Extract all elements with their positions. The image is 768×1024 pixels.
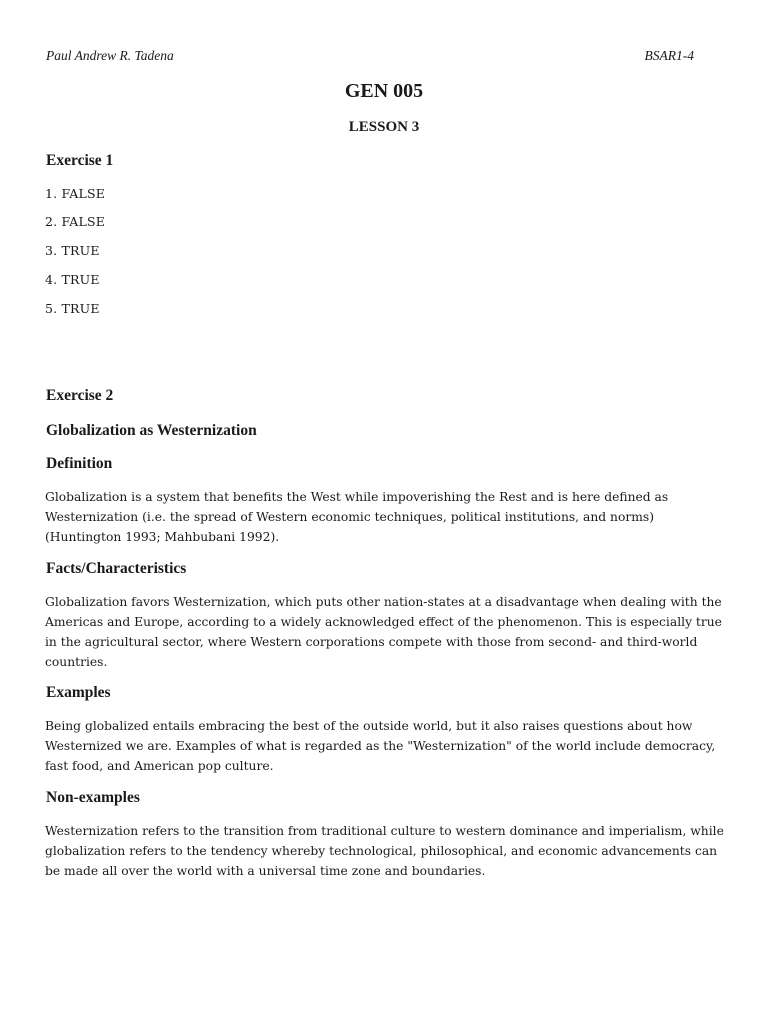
definition-paragraph: Globalization is a system that benefits the West while impoverishing the Rest and is here defined as Westernization (i.e. the spread of Western economic techniques, political institutions, and norms) (Huntington 1993; Mahbubani 1992). — [45, 490, 669, 544]
answer-item: 4. TRUE — [45, 272, 100, 287]
topic-heading: Globalization as Westernization — [46, 422, 257, 439]
nonexamples-heading: Non-examples — [46, 789, 140, 806]
exercise1-heading: Exercise 1 — [46, 152, 114, 169]
definition-heading: Definition — [46, 455, 113, 472]
exercise2-heading: Exercise 2 — [46, 387, 114, 404]
section-code: BSAR1-4 — [644, 48, 694, 63]
answer-item: 5. TRUE — [45, 301, 100, 316]
facts-paragraph: Globalization favors Westernization, which puts other nation-states at a disadvantage when dealing with the Americas and Europe, according to a widely acknowledged effect of the phenomenon. This is especially true in the agricultural sector, where Western corporations compete with those from second- and third-world countries. — [45, 595, 722, 669]
answer-item: 2. FALSE — [45, 214, 106, 229]
examples-paragraph: Being globalized entails embracing the best of the outside world, but it also raises questions about how Westernized we are. Examples of what is regarded as the "Westernization" of the world include democracy, fast food, and American pop culture. — [45, 719, 716, 773]
nonexamples-paragraph: Westernization refers to the transition from traditional culture to western dominance and imperialism, while globalization refers to the tendency whereby technological, philosophical, and economic advancements can be made all over the world with a universal time zone and boundaries. — [45, 824, 724, 878]
facts-heading: Facts/Characteristics — [46, 560, 187, 577]
document-title: GEN 005 — [344, 80, 424, 102]
author-name: Paul Andrew R. Tadena — [46, 48, 174, 63]
answer-item: 3. TRUE — [45, 243, 100, 258]
answer-item: 1. FALSE — [45, 186, 106, 201]
lesson-subtitle: LESSON 3 — [348, 119, 420, 135]
examples-heading: Examples — [46, 684, 111, 701]
